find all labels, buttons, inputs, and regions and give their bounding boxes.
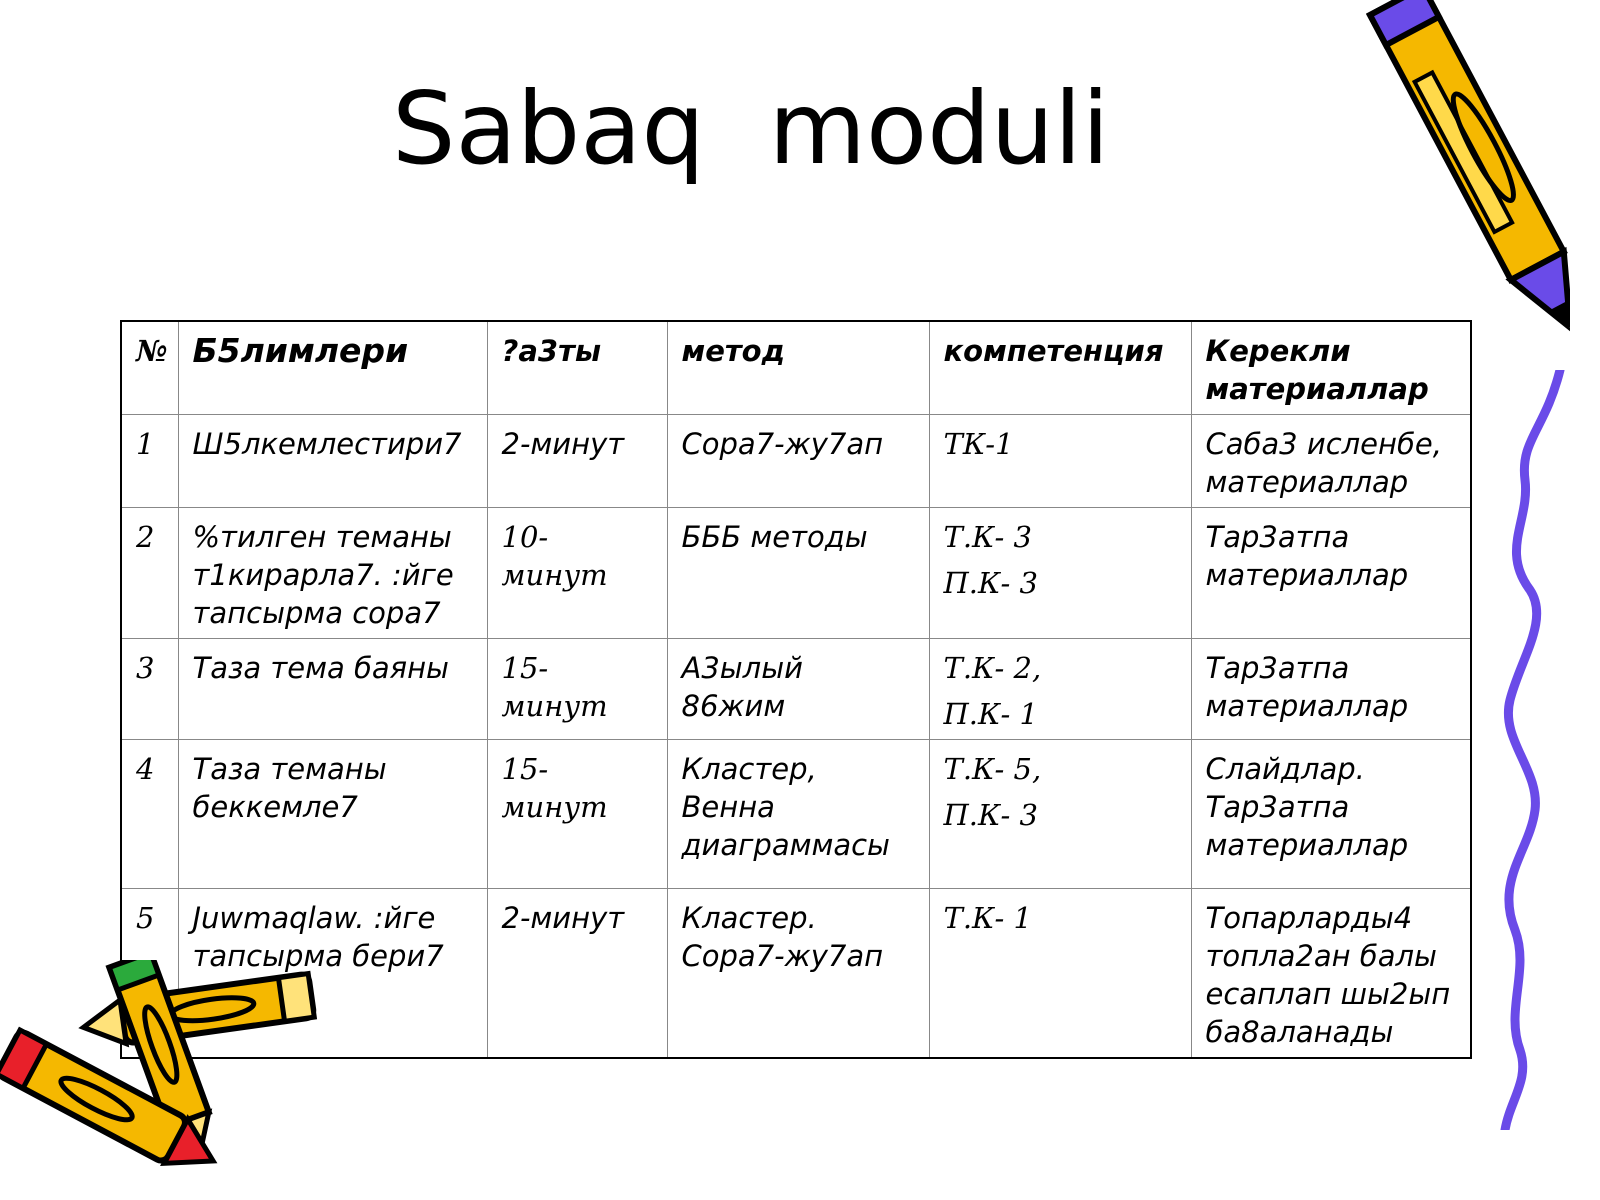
table-row bbox=[121, 508, 1471, 639]
row-competence bbox=[929, 508, 1191, 639]
row-time: 15-минут bbox=[487, 639, 667, 740]
header-sections: Б5лимлери bbox=[178, 321, 487, 415]
row-num: 4 bbox=[121, 740, 178, 889]
table-row bbox=[121, 639, 1471, 740]
competence-line: Т.К- 1 bbox=[943, 901, 1032, 935]
table-header-row bbox=[121, 321, 1471, 415]
header-time: ?а3ты bbox=[487, 321, 667, 415]
row-num: 5 bbox=[121, 889, 178, 1059]
row-section: Juwmaqlaw. :йге тапсырма бери7 bbox=[178, 889, 487, 1059]
header-num: № bbox=[121, 321, 178, 415]
row-method: Кластер, Венна диаграммасы bbox=[667, 740, 929, 889]
competence-line: П.К- 3 bbox=[943, 566, 1038, 600]
squiggle-line bbox=[1490, 370, 1580, 1130]
table-row bbox=[121, 415, 1471, 508]
row-time: 15-минут bbox=[487, 740, 667, 889]
row-num: 1 bbox=[121, 415, 178, 508]
lesson-module-table bbox=[120, 320, 1472, 1059]
row-section: Таза тема баяны bbox=[178, 639, 487, 740]
competence-line: П.К- 1 bbox=[943, 697, 1038, 731]
row-competence bbox=[929, 740, 1191, 889]
row-section: Таза теманы беккемле7 bbox=[178, 740, 487, 889]
row-competence bbox=[929, 415, 1191, 508]
row-section: Ш5лкемлестири7 bbox=[178, 415, 487, 508]
row-materials: Тар3атпа материаллар bbox=[1191, 639, 1471, 740]
row-materials: Слайдлар. Тар3атпа материаллар bbox=[1191, 740, 1471, 889]
row-time: 2-минут bbox=[487, 415, 667, 508]
row-method: Кластер. Сора7-жу7ап bbox=[667, 889, 929, 1059]
header-method: метод bbox=[667, 321, 929, 415]
header-materials: Керекли материаллар bbox=[1191, 321, 1471, 415]
competence-line: Т.К- 5, bbox=[943, 752, 1042, 786]
row-section: %тилген теманы т1кирарла7. :йге тапсырма сора7 bbox=[178, 508, 487, 639]
row-num: 2 bbox=[121, 508, 178, 639]
competence-line: Т.К- 3 bbox=[943, 520, 1032, 554]
row-method: БББ методы bbox=[667, 508, 929, 639]
competence-line: ТК-1 bbox=[943, 427, 1014, 461]
slide-title: Sabaq moduli bbox=[392, 70, 1110, 187]
pencil-icon bbox=[1340, 0, 1570, 380]
row-competence bbox=[929, 889, 1191, 1059]
row-materials: Саба3 исленбе, материаллар bbox=[1191, 415, 1471, 508]
row-competence bbox=[929, 639, 1191, 740]
row-method: А3ылый 86жим bbox=[667, 639, 929, 740]
row-method: Сора7-жу7ап bbox=[667, 415, 929, 508]
row-materials: Тар3атпа материаллар bbox=[1191, 508, 1471, 639]
competence-line: Т.К- 2, bbox=[943, 651, 1042, 685]
header-competence: компетенция bbox=[929, 321, 1191, 415]
row-time: 10-минут bbox=[487, 508, 667, 639]
competence-line: П.К- 3 bbox=[943, 798, 1038, 832]
pencil-icon bbox=[0, 1010, 250, 1200]
row-materials: Топарларды4 топла2ан балы есаплап шы2ып ба8аланады bbox=[1191, 889, 1471, 1059]
row-time: 2-минут bbox=[487, 889, 667, 1059]
row-num: 3 bbox=[121, 639, 178, 740]
table-row bbox=[121, 740, 1471, 889]
